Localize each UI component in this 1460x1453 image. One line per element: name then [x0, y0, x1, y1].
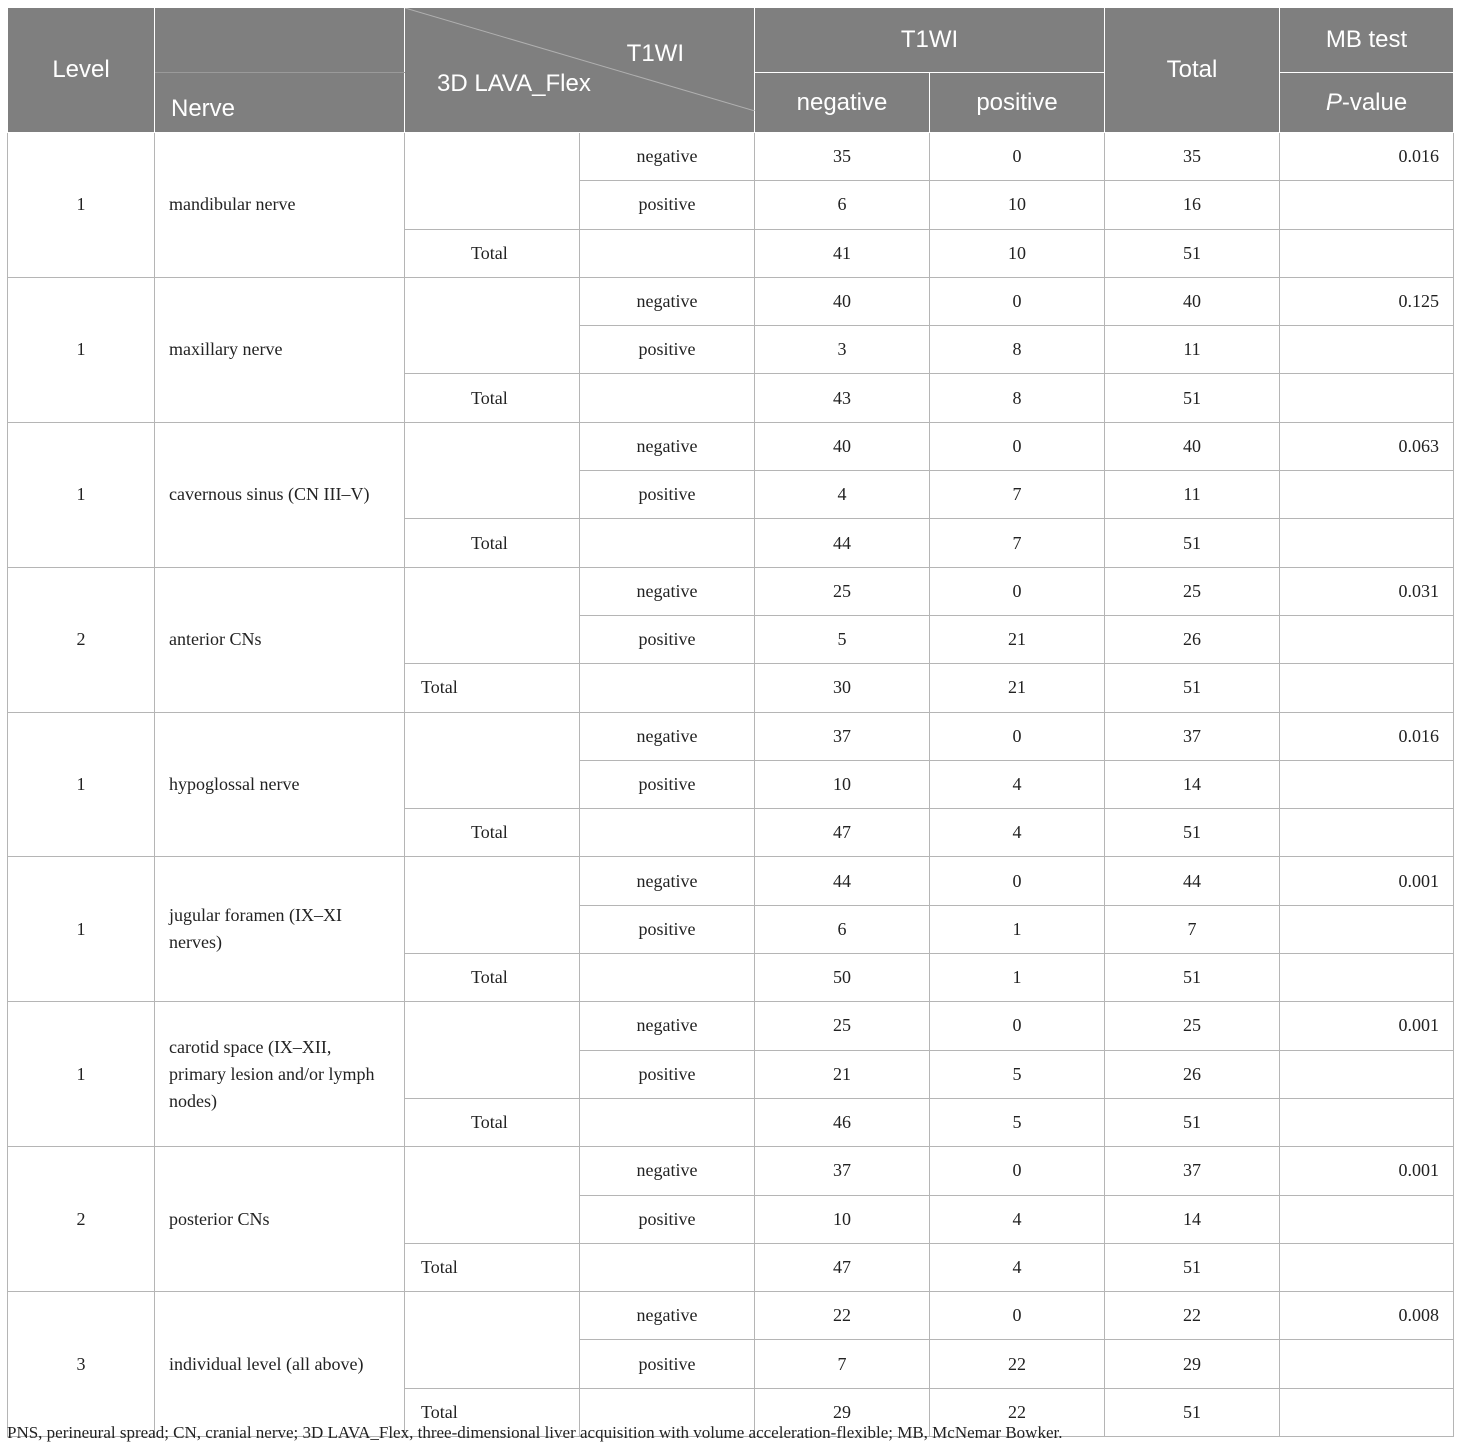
count-total-positive: 21: [930, 664, 1105, 712]
total-blank-cell: [580, 519, 755, 567]
header-positive: positive: [930, 73, 1105, 133]
header-total: Total: [1105, 8, 1280, 133]
results-table-container: [7, 7, 1453, 1437]
level-cell: 1: [8, 277, 155, 422]
total-blank-cell: [580, 954, 755, 1002]
count-negative-positive: 0: [930, 133, 1105, 181]
header-nerve-blank: [155, 8, 405, 73]
count-negative-total: 25: [1105, 1002, 1280, 1050]
table-row: [8, 1292, 1454, 1340]
count-positive-negative: 10: [755, 1195, 930, 1243]
lava-blank-cell: [405, 712, 580, 809]
total-blank-cell: [580, 1098, 755, 1146]
p-value-blank: [1280, 905, 1454, 953]
p-value-blank: [1280, 229, 1454, 277]
lava-negative-label: negative: [580, 1292, 755, 1340]
count-positive-total: 16: [1105, 181, 1280, 229]
total-label: Total: [405, 809, 580, 857]
lava-blank-cell: [405, 567, 580, 664]
count-total-positive: 10: [930, 229, 1105, 277]
level-cell: 3: [8, 1292, 155, 1437]
count-total-total: 51: [1105, 519, 1280, 567]
count-positive-total: 14: [1105, 1195, 1280, 1243]
lava-negative-label: negative: [580, 712, 755, 760]
count-negative-total: 37: [1105, 1147, 1280, 1195]
header-level: Level: [8, 8, 155, 133]
header-p-value: [1280, 73, 1454, 133]
lava-negative-label: negative: [580, 1147, 755, 1195]
count-positive-total: 14: [1105, 760, 1280, 808]
results-table: [7, 7, 1454, 1437]
count-negative-negative: 37: [755, 1147, 930, 1195]
count-positive-negative: 21: [755, 1050, 930, 1098]
count-positive-negative: 7: [755, 1340, 930, 1388]
count-positive-total: 29: [1105, 1340, 1280, 1388]
count-negative-positive: 0: [930, 422, 1105, 470]
count-negative-positive: 0: [930, 277, 1105, 325]
count-positive-negative: 5: [755, 615, 930, 663]
count-total-negative: 47: [755, 809, 930, 857]
count-total-total: 51: [1105, 229, 1280, 277]
total-blank-cell: [580, 374, 755, 422]
count-total-total: 51: [1105, 809, 1280, 857]
p-value-blank: [1280, 664, 1454, 712]
p-value-blank: [1280, 1195, 1454, 1243]
p-value-blank: [1280, 1098, 1454, 1146]
lava-positive-label: positive: [580, 905, 755, 953]
count-positive-positive: 21: [930, 615, 1105, 663]
lava-blank-cell: [405, 1002, 580, 1099]
count-negative-negative: 40: [755, 277, 930, 325]
count-total-negative: 44: [755, 519, 930, 567]
count-positive-negative: 4: [755, 471, 930, 519]
level-cell: 2: [8, 1147, 155, 1292]
count-negative-total: 44: [1105, 857, 1280, 905]
count-negative-negative: 35: [755, 133, 930, 181]
count-total-total: 51: [1105, 1098, 1280, 1146]
header-p-rest: -value: [1341, 88, 1408, 116]
level-cell: 1: [8, 712, 155, 857]
header-mb-test: MB test: [1280, 8, 1454, 73]
lava-negative-label: negative: [580, 1002, 755, 1050]
nerve-cell: mandibular nerve: [155, 133, 405, 278]
p-value-blank: [1280, 615, 1454, 663]
count-total-positive: 22: [930, 1388, 1105, 1436]
count-negative-total: 25: [1105, 567, 1280, 615]
count-total-negative: 46: [755, 1098, 930, 1146]
count-negative-positive: 0: [930, 567, 1105, 615]
count-total-negative: 47: [755, 1243, 930, 1291]
total-label: Total: [405, 374, 580, 422]
header-t1wi: T1WI: [755, 8, 1105, 73]
total-label: Total: [405, 1243, 580, 1291]
count-negative-total: 40: [1105, 422, 1280, 470]
count-positive-positive: 7: [930, 471, 1105, 519]
p-value-blank: [1280, 519, 1454, 567]
p-value-blank: [1280, 1243, 1454, 1291]
nerve-cell: maxillary nerve: [155, 277, 405, 422]
total-label: Total: [405, 954, 580, 1002]
count-total-positive: 1: [930, 954, 1105, 1002]
p-value-blank: [1280, 374, 1454, 422]
level-cell: 1: [8, 422, 155, 567]
p-value-blank: [1280, 954, 1454, 1002]
lava-positive-label: positive: [580, 1340, 755, 1388]
count-total-total: 51: [1105, 1388, 1280, 1436]
p-value-cell: 0.001: [1280, 1147, 1454, 1195]
level-cell: 2: [8, 567, 155, 712]
count-positive-total: 26: [1105, 615, 1280, 663]
count-positive-positive: 5: [930, 1050, 1105, 1098]
count-negative-positive: 0: [930, 1002, 1105, 1050]
count-positive-positive: 1: [930, 905, 1105, 953]
total-blank-cell: [580, 664, 755, 712]
lava-negative-label: negative: [580, 857, 755, 905]
table-row: [8, 712, 1454, 760]
count-positive-total: 11: [1105, 326, 1280, 374]
count-negative-positive: 0: [930, 1292, 1105, 1340]
total-label: Total: [405, 664, 580, 712]
count-positive-negative: 3: [755, 326, 930, 374]
header-negative: negative: [755, 73, 930, 133]
p-value-blank: [1280, 809, 1454, 857]
lava-negative-label: negative: [580, 567, 755, 615]
lava-positive-label: positive: [580, 760, 755, 808]
lava-blank-cell: [405, 422, 580, 519]
nerve-cell: posterior CNs: [155, 1147, 405, 1292]
lava-positive-label: positive: [580, 1195, 755, 1243]
table-row: [8, 133, 1454, 181]
nerve-cell: carotid space (IX–XII, primary lesion and/or lymph nodes): [155, 1002, 405, 1147]
level-cell: 1: [8, 1002, 155, 1147]
lava-negative-label: negative: [580, 277, 755, 325]
p-value-cell: 0.031: [1280, 567, 1454, 615]
count-negative-positive: 0: [930, 1147, 1105, 1195]
total-label: Total: [405, 519, 580, 567]
nerve-cell: individual level (all above): [155, 1292, 405, 1437]
count-positive-positive: 4: [930, 760, 1105, 808]
count-total-negative: 41: [755, 229, 930, 277]
table-row: [8, 1002, 1454, 1050]
count-positive-positive: 22: [930, 1340, 1105, 1388]
p-value-cell: 0.008: [1280, 1292, 1454, 1340]
count-negative-positive: 0: [930, 712, 1105, 760]
total-label: Total: [405, 1388, 580, 1436]
table-footnote: PNS, perineural spread; CN, cranial nerve; 3D LAVA_Flex, three-dimensional liver acquisition with volume acceleration-flexible; MB, McNemar Bowker.: [7, 1423, 1063, 1442]
count-total-total: 51: [1105, 1243, 1280, 1291]
lava-positive-label: positive: [580, 1050, 755, 1098]
lava-blank-cell: [405, 133, 580, 230]
count-total-total: 51: [1105, 954, 1280, 1002]
count-total-negative: 43: [755, 374, 930, 422]
p-value-cell: 0.001: [1280, 857, 1454, 905]
total-label: Total: [405, 229, 580, 277]
count-total-positive: 8: [930, 374, 1105, 422]
p-value-blank: [1280, 1340, 1454, 1388]
count-negative-negative: 25: [755, 567, 930, 615]
p-value-blank: [1280, 1050, 1454, 1098]
count-positive-total: 26: [1105, 1050, 1280, 1098]
count-negative-negative: 44: [755, 857, 930, 905]
count-total-total: 51: [1105, 374, 1280, 422]
count-positive-total: 11: [1105, 471, 1280, 519]
p-value-blank: [1280, 760, 1454, 808]
count-negative-positive: 0: [930, 857, 1105, 905]
count-negative-total: 35: [1105, 133, 1280, 181]
header-diagonal-cell: [405, 8, 755, 133]
nerve-cell: cavernous sinus (CN III–V): [155, 422, 405, 567]
count-positive-positive: 4: [930, 1195, 1105, 1243]
total-blank-cell: [580, 1243, 755, 1291]
p-value-cell: 0.063: [1280, 422, 1454, 470]
p-value-blank: [1280, 181, 1454, 229]
lava-blank-cell: [405, 1147, 580, 1244]
count-positive-total: 7: [1105, 905, 1280, 953]
nerve-cell: jugular foramen (IX–XI nerves): [155, 857, 405, 1002]
count-negative-total: 40: [1105, 277, 1280, 325]
level-cell: 1: [8, 133, 155, 278]
lava-blank-cell: [405, 857, 580, 954]
level-cell: 1: [8, 857, 155, 1002]
total-blank-cell: [580, 809, 755, 857]
count-positive-negative: 10: [755, 760, 930, 808]
table-row: [8, 277, 1454, 325]
count-negative-total: 37: [1105, 712, 1280, 760]
count-negative-negative: 22: [755, 1292, 930, 1340]
header-diag-bottom: 3D LAVA_Flex: [437, 70, 591, 97]
lava-blank-cell: [405, 1292, 580, 1389]
lava-positive-label: positive: [580, 615, 755, 663]
table-row: [8, 1147, 1454, 1195]
p-value-cell: 0.016: [1280, 133, 1454, 181]
header-p-italic: P: [1325, 88, 1342, 116]
lava-blank-cell: [405, 277, 580, 374]
total-label: Total: [405, 1098, 580, 1146]
count-total-positive: 4: [930, 1243, 1105, 1291]
p-value-cell: 0.001: [1280, 1002, 1454, 1050]
p-value-cell: 0.125: [1280, 277, 1454, 325]
count-positive-positive: 10: [930, 181, 1105, 229]
lava-positive-label: positive: [580, 471, 755, 519]
count-total-negative: 30: [755, 664, 930, 712]
table-row: [8, 567, 1454, 615]
count-positive-negative: 6: [755, 181, 930, 229]
lava-positive-label: positive: [580, 181, 755, 229]
lava-positive-label: positive: [580, 326, 755, 374]
p-value-blank: [1280, 1388, 1454, 1436]
total-blank-cell: [580, 229, 755, 277]
lava-negative-label: negative: [580, 422, 755, 470]
table-row: [8, 422, 1454, 470]
header-nerve: Nerve: [155, 73, 405, 133]
count-positive-positive: 8: [930, 326, 1105, 374]
lava-negative-label: negative: [580, 133, 755, 181]
table-row: [8, 857, 1454, 905]
count-negative-negative: 40: [755, 422, 930, 470]
count-total-total: 51: [1105, 664, 1280, 712]
table-body: [8, 133, 1454, 1437]
header-diag-top: T1WI: [626, 40, 684, 67]
nerve-cell: hypoglossal nerve: [155, 712, 405, 857]
count-total-negative: 29: [755, 1388, 930, 1436]
p-value-blank: [1280, 471, 1454, 519]
nerve-cell: anterior CNs: [155, 567, 405, 712]
table-header: [8, 8, 1454, 133]
count-positive-negative: 6: [755, 905, 930, 953]
p-value-cell: 0.016: [1280, 712, 1454, 760]
count-total-positive: 7: [930, 519, 1105, 567]
p-value-blank: [1280, 326, 1454, 374]
count-negative-total: 22: [1105, 1292, 1280, 1340]
count-total-negative: 50: [755, 954, 930, 1002]
count-negative-negative: 37: [755, 712, 930, 760]
count-total-positive: 5: [930, 1098, 1105, 1146]
count-total-positive: 4: [930, 809, 1105, 857]
count-negative-negative: 25: [755, 1002, 930, 1050]
